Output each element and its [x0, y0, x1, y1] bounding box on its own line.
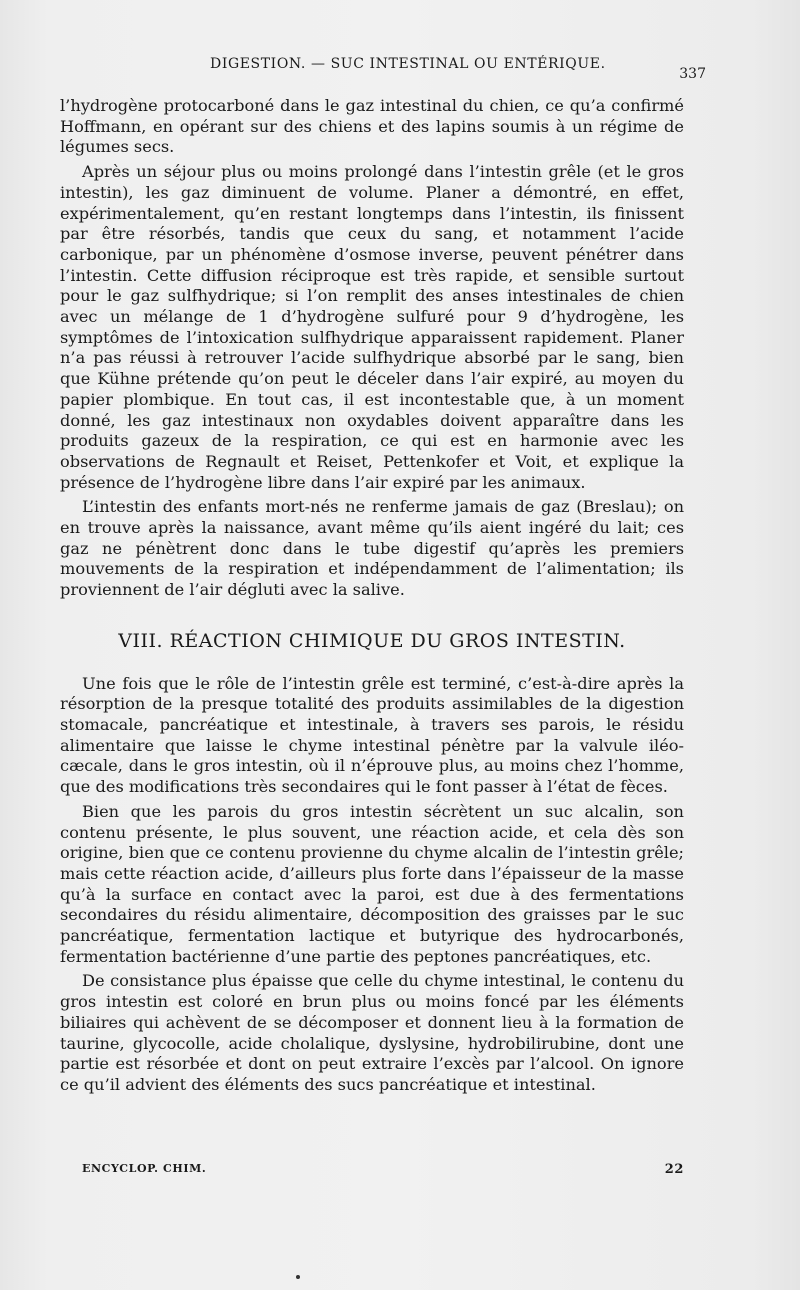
page-number: 337: [679, 66, 706, 82]
footer-signature: ENCYCLOP. CHIM.: [82, 1162, 207, 1175]
paragraph: l’hydrogène protocarboné dans le gaz intestinal du chien, ce qu’a confirmé Hoffmann, en opérant sur des chiens et des lapins soumis à un régime de légumes secs.: [60, 96, 684, 157]
running-head-title: DIGESTION. — SUC INTESTINAL OU ENTÉRIQUE.: [210, 56, 606, 72]
body-text: [60, 96, 684, 1100]
paragraph: De consistance plus épaisse que celle du chyme intestinal, le contenu du gros intestin est coloré en brun plus ou moins foncé par les éléments biliaires qui achèvent de se décomposer et donnent lieu à la formation de taurine, glycocolle, acide cholalique, dyslysine, hydrobilirubine, dont une partie est résorbée et dont on peut extraire l’excès par l’alcool. On ignore ce qu’il advient des éléments des sucs pancréatique et intestinal.: [60, 971, 684, 1094]
paragraph: Après un séjour plus ou moins prolongé dans l’intestin grêle (et le gros intestin), les gaz diminuent de volume. Planer a démontré, en effet, expérimentalement, qu’en restant longtemps dans l’intestin, ils finissent par être résorbés, tandis que ceux du sang, et notamment l’acide carbonique, par un phénomène d’osmose inverse, peuvent pénétrer dans l’intestin. Cette diffusion réciproque est très rapide, et sensible surtout pour le gaz sulfhydrique; si l’on remplit des anses intestinales de chien avec un mélange de 1 d’hydrogène sulfuré pour 9 d’hydrogène, les symptômes de l’intoxication sulfhydrique apparaissent rapidement. Planer n’a pas réussi à retrouver l’acide sulfhydrique absorbé par le sang, bien que Kühne prétende qu’on peut le déceler dans l’air expiré, au moyen du papier plombique. En tout cas, il est incontestable que, à un moment donné, les gaz intestinaux non oxydables doivent apparaître dans les produits gazeux de la respiration, ce qui est en harmonie avec les observations de Regnault et Reiset, Pettenkofer et Voit, et explique la présence de l’hydrogène libre dans l’air expiré par les animaux.: [60, 162, 684, 492]
ink-speck: [296, 1275, 300, 1279]
paragraph: Bien que les parois du gros intestin sécrètent un suc alcalin, son contenu présente, le plus souvent, une réaction acide, et cela dès son origine, bien que ce contenu provienne du chyme alcalin de l’intestin grêle; mais cette réaction acide, d’ailleurs plus forte dans l’épaisseur de la masse qu’à la surface en contact avec la paroi, est due à des fermentations secondaires du résidu alimentaire, décomposition des graisses par le suc pancréatique, fermentation lactique et butyrique des hydrocarbonés, fermentation bactérienne d’une partie des peptones pancréatiques, etc.: [60, 801, 684, 966]
paragraph: L’intestin des enfants mort-nés ne renferme jamais de gaz (Breslau); on en trouve après la naissance, avant même qu’ils aient ingéré du lait; ces gaz ne pénètrent donc dans le tube digestif qu’après les premiers mouvements de la respiration et indépendamment de l’alimentation; ils proviennent de l’air dégluti avec la salive.: [60, 497, 684, 600]
paragraph: Une fois que le rôle de l’intestin grêle est terminé, c’est-à-dire après la résorption de la presque totalité des produits assimilables de la digestion stomacale, pancréatique et intestinale, à travers ses parois, le résidu alimentaire que laisse le chyme intestinal pénètre par la valvule iléo-cæcale, dans le gros intestin, où il n’éprouve plus, au moins chez l’homme, que des modifications très secondaires qui le font passer à l’état de fèces.: [60, 673, 684, 797]
running-head: [62, 56, 706, 82]
section-heading: VIII. RÉACTION CHIMIQUE DU GROS INTESTIN.: [118, 629, 626, 652]
page-footer: [60, 1162, 684, 1180]
footer-sheet-number: 22: [664, 1162, 684, 1177]
